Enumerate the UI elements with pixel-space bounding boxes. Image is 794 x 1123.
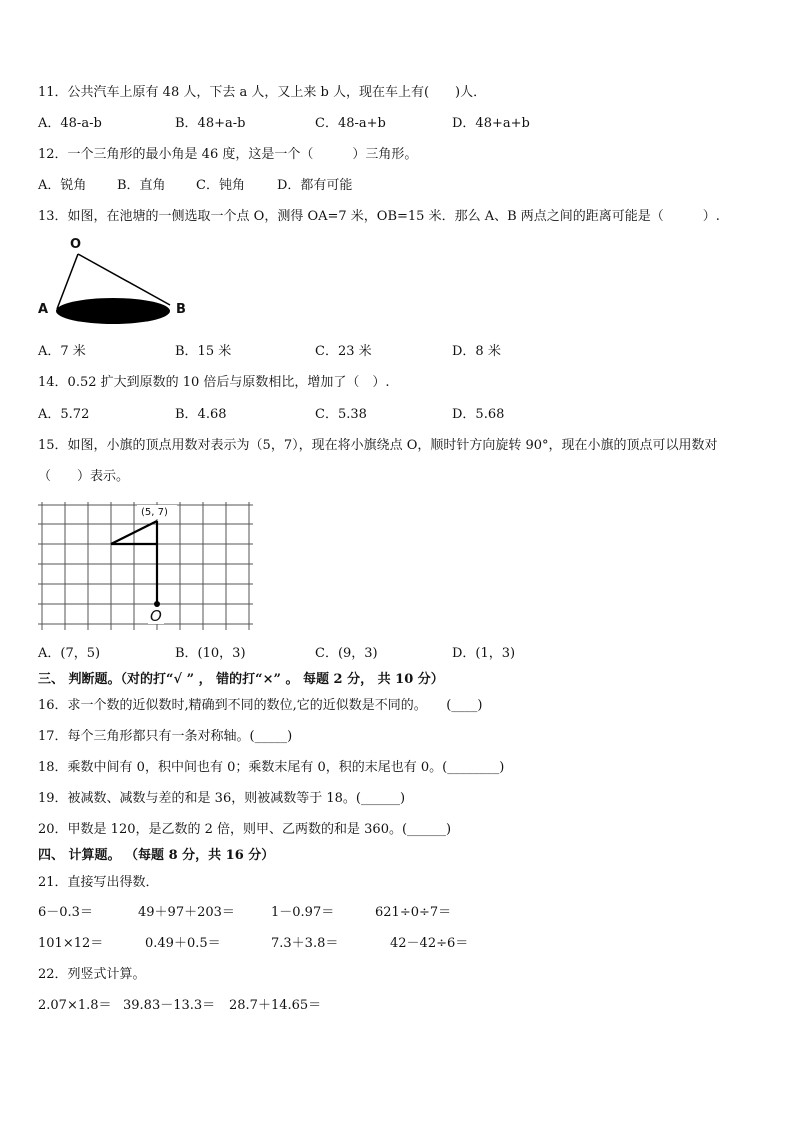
- q15-stem-line2: （ ）表示。: [38, 469, 130, 484]
- q20: 20．甲数是 120，是乙数的 2 倍，则甲、乙两数的和是 360。(______): [38, 822, 452, 837]
- q11-option-a: A．48-a-b: [38, 116, 102, 131]
- q22-item-3: 28.7＋14.65＝: [229, 998, 322, 1013]
- q13-option-b: B．15 米: [175, 344, 232, 359]
- q21-item-1: 6－0.3＝: [38, 905, 93, 920]
- q14-option-a: A．5.72: [38, 407, 90, 422]
- q22-stem: 22．列竖式计算。: [38, 967, 146, 982]
- q17: 17．每个三角形都只有一条对称轴。(_____): [38, 729, 293, 744]
- q13-option-c: C．23 米: [315, 344, 372, 359]
- q21-item-7: 7.3＋3.8＝: [271, 936, 339, 951]
- q14-option-d: D．5.68: [452, 407, 505, 422]
- q15-option-c: C．(9，3): [315, 646, 378, 661]
- flag-vertex-label: (5, 7): [141, 507, 168, 518]
- q11-stem: 11．公共汽车上原有 48 人，下去 a 人，又上来 b 人，现在车上有( )人．: [38, 85, 487, 100]
- q14-stem: 14．0.52 扩大到原数的 10 倍后与原数相比，增加了（ ）.: [38, 375, 390, 390]
- q15-option-d: D．(1，3): [452, 646, 516, 661]
- q15-stem-line1: 15．如图，小旗的顶点用数对表示为（5，7），现在将小旗绕点 O，顺时针方向旋转 90°，现在小旗的顶点可以用数对: [38, 438, 718, 453]
- q21-item-3: 1－0.97＝: [271, 905, 335, 920]
- q22-item-1: 2.07×1.8＝: [38, 998, 112, 1013]
- point-o-label: O: [70, 237, 82, 252]
- point-b-label: B: [176, 302, 186, 317]
- q22-item-2: 39.83－13.3＝: [123, 998, 216, 1013]
- q14-option-b: B．4.68: [175, 407, 227, 422]
- q16: 16．求一个数的近似数时,精确到不同的数位,它的近似数是不同的。 (____): [38, 698, 483, 713]
- q21-item-8: 42－42÷6＝: [390, 936, 469, 951]
- point-a-label: A: [38, 302, 49, 317]
- q12-option-b: B．直角: [117, 178, 166, 193]
- section4-heading: 四、 计算题。 （每题 8 分，共 16 分）: [38, 848, 275, 863]
- q21-item-6: 0.49＋0.5＝: [145, 936, 221, 951]
- q12-option-d: D．都有可能: [277, 178, 353, 193]
- q18: 18．乘数中间有 0，积中间也有 0；乘数末尾有 0，积的末尾也有 0。(________): [38, 760, 505, 775]
- q19: 19．被减数、减数与差的和是 36，则被减数等于 18。(______): [38, 791, 406, 806]
- q11-option-d: D．48+a+b: [452, 116, 530, 131]
- q15-option-b: B．(10，3): [175, 646, 246, 661]
- q12-option-c: C．钝角: [196, 178, 245, 193]
- q13-option-a: A．7 米: [38, 344, 86, 359]
- q13-option-d: D．8 米: [452, 344, 501, 359]
- q15-option-a: A．(7，5): [38, 646, 101, 661]
- section3-heading: 三、 判断题。（对的打“√ ” ， 错的打“×” 。 每题 2 分， 共 10 分）: [38, 672, 444, 687]
- q21-item-4: 621÷0÷7＝: [375, 905, 452, 920]
- q21-item-5: 101×12＝: [38, 936, 104, 951]
- q12-stem: 12．一个三角形的最小角是 46 度，这是一个（ ）三角形。: [38, 147, 418, 162]
- q14-option-c: C．5.38: [315, 407, 367, 422]
- q21-stem: 21．直接写出得数．: [38, 875, 159, 890]
- q11-option-b: B．48+a-b: [175, 116, 246, 131]
- grid-lines: [38, 502, 253, 630]
- q11-option-c: C．48-a+b: [315, 116, 386, 131]
- q12-option-a: A．锐角: [38, 178, 87, 193]
- flag-grid-figure: [0, 0, 270, 640]
- q13-stem: 13．如图，在池塘的一侧选取一个点 O，测得 OA=7 米，OB=15 米．那么 A、B 两点之间的距离可能是（ ）.: [38, 209, 720, 224]
- flag-point-o-label: O: [150, 607, 162, 625]
- q21-item-2: 49＋97＋203＝: [138, 905, 235, 920]
